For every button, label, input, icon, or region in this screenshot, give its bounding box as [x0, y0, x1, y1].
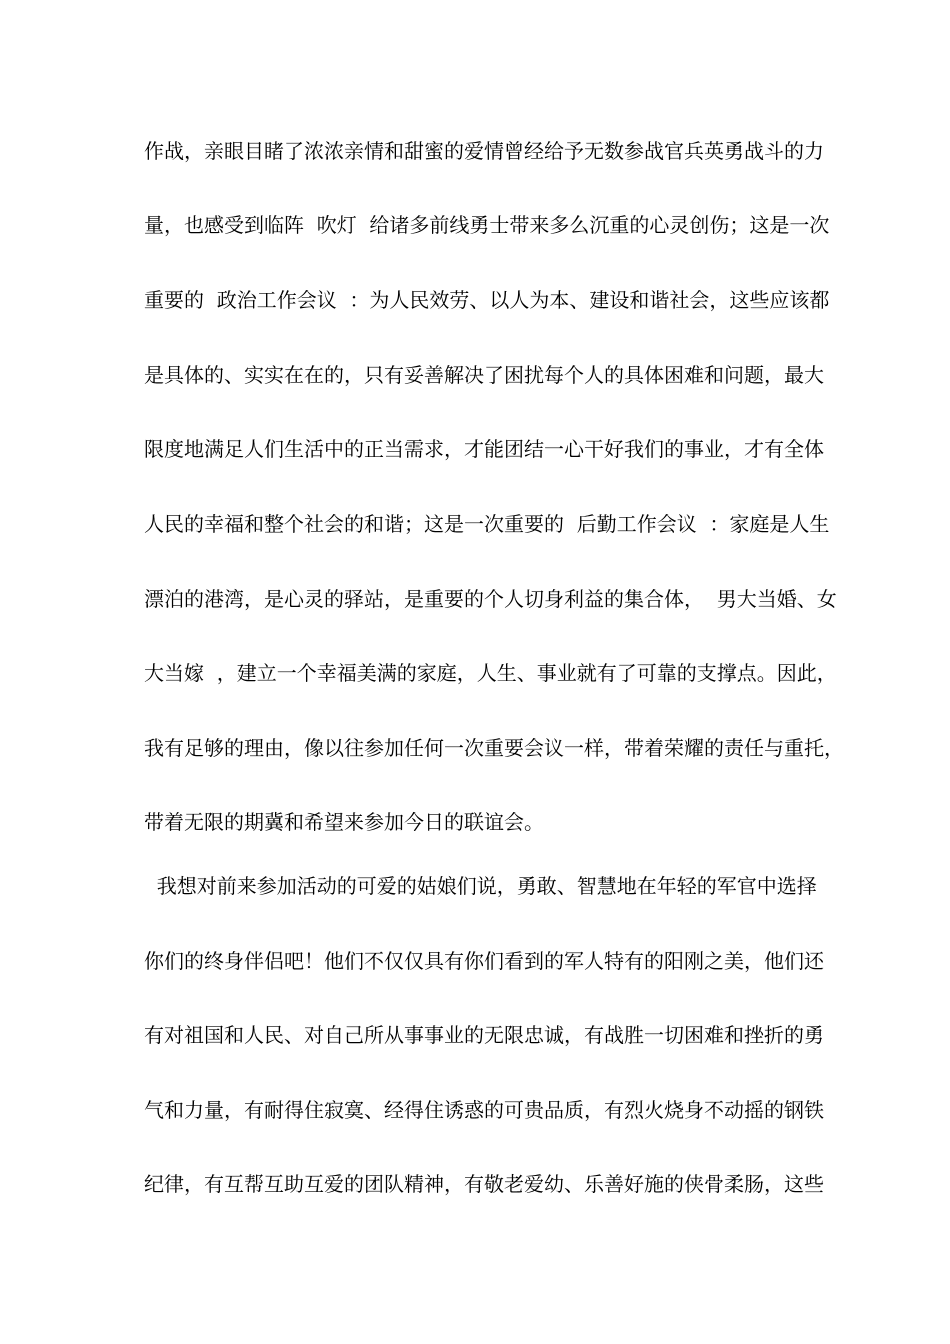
text-line: 大当嫁 ，建立一个幸福美满的家庭，人生、事业就有了可靠的支撑点。因此，	[144, 661, 837, 685]
text-line: 纪律，有互帮互助互爱的团队精神，有敬老爱幼、乐善好施的侠骨柔肠，这些	[144, 1172, 824, 1196]
text-line: 量，也感受到临阵 吹灯 给诸多前线勇士带来多么沉重的心灵创伤；这是一次	[144, 213, 830, 237]
text-line: 重要的 政治工作会议 ：为人民效劳、以人为本、建设和谐社会，这些应该都	[144, 288, 830, 312]
text-line: 人民的幸福和整个社会的和谐；这是一次重要的 后勤工作会议 ：家庭是人生	[144, 512, 830, 536]
text-line: 作战，亲眼目睹了浓浓亲情和甜蜜的爱情曾经给予无数参战官兵英勇战斗的力	[144, 139, 824, 163]
text-line: 限度地满足人们生活中的正当需求，才能团结一心干好我们的事业，才有全体	[144, 437, 824, 461]
text-line: 是具体的、实实在在的，只有妥善解决了困扰每个人的具体困难和问题，最大	[144, 363, 824, 387]
text-line: 你们的终身伴侣吧！他们不仅仅具有你们看到的军人特有的阳刚之美，他们还	[144, 949, 824, 973]
text-line: 有对祖国和人民、对自己所从事事业的无限忠诚，有战胜一切困难和挫折的勇	[144, 1023, 824, 1047]
text-line: 带着无限的期冀和希望来参加今日的联谊会。	[144, 810, 544, 834]
text-line: 漂泊的港湾，是心灵的驿站，是重要的个人切身利益的集合体， 男大当婚、女	[144, 587, 837, 611]
text-line: 气和力量，有耐得住寂寞、经得住诱惑的可贵品质，有烈火烧身不动摇的钢铁	[144, 1098, 824, 1122]
text-line: 我有足够的理由，像以往参加任何一次重要会议一样，带着荣耀的责任与重托，	[144, 736, 844, 760]
text-line: 我想对前来参加活动的可爱的姑娘们说，勇敢、智慧地在年轻的军官中选择	[144, 874, 817, 898]
